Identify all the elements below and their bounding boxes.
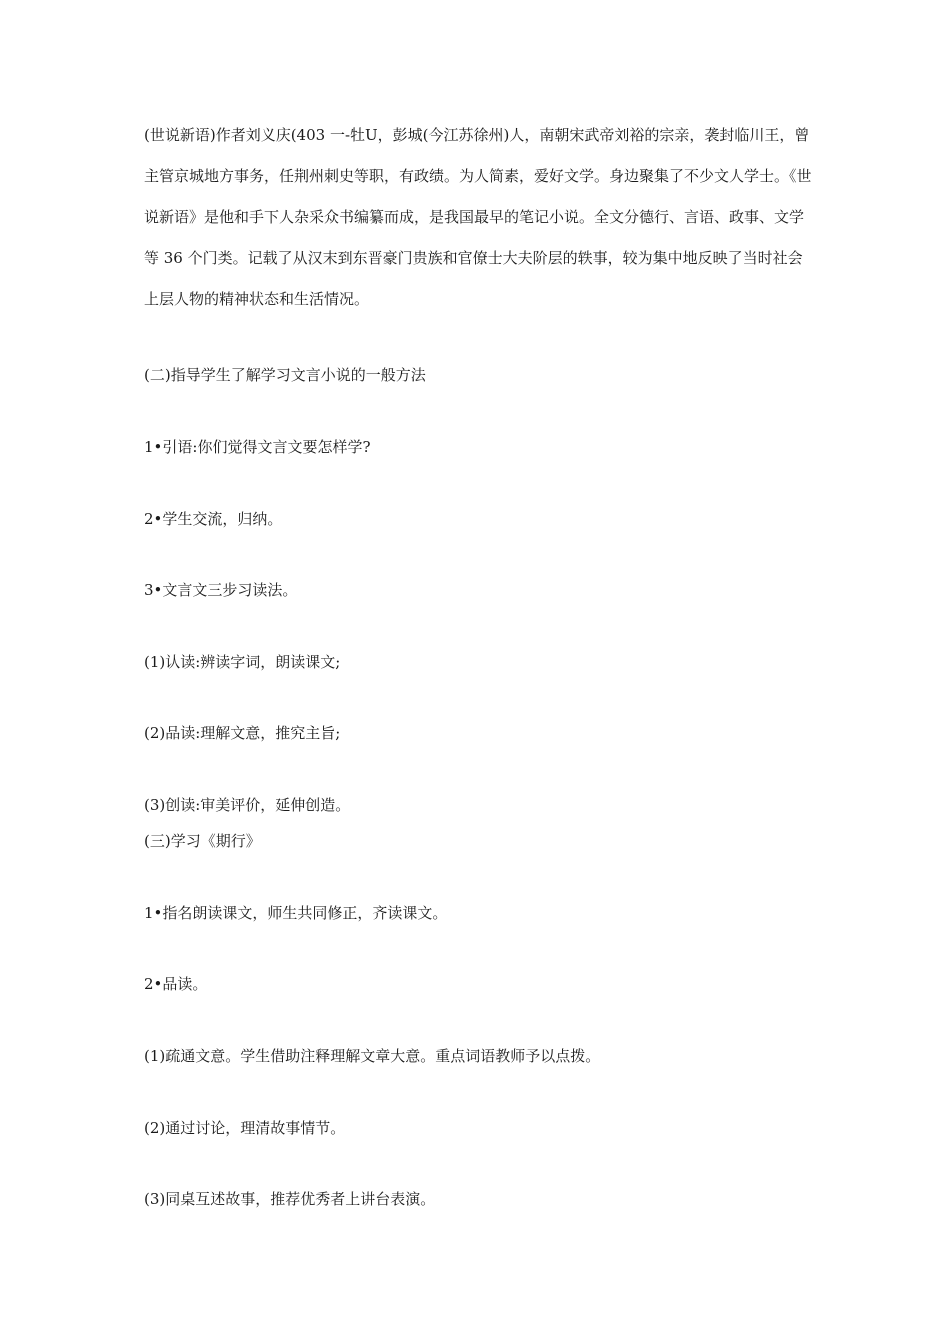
item-2-2: 2•学生交流，归纳。	[144, 510, 283, 528]
section-3-heading: (三)学习《期行》	[144, 832, 261, 850]
sub-item-2: (2)品读:理解文意，推究主旨;	[144, 724, 341, 742]
sub-item-3-2: (2)通过讨论，理清故事情节。	[144, 1119, 346, 1137]
sub-item-3-1: (1)疏通文意。学生借助注释理解文章大意。重点词语教师予以点拨。	[144, 1047, 601, 1065]
section-2-heading: (二)指导学生了解学习文言小说的一般方法	[144, 366, 426, 384]
item-3-1: 1•指名朗读课文，师生共同修正，齐读课文。	[144, 904, 448, 922]
item-2-3: 3•文言文三步习读法。	[144, 581, 298, 599]
intro-paragraph: (世说新语)作者刘义庆(403 一-牡U，彭城(今江苏徐州)人，南朝宋武帝刘裕的宗亲，袭封临川王，曾主管京城地方事务，任荆州刺史等职，有政绩。为人简素，爱好文学。身边聚集了不少文人学士。《世说新语》是他和手下人杂采众书编纂而成，是我国最早的笔记小说。全文分德行、言语、政事、文学等 36 个门类。记载了从汉末到东晋豪门贵族和官僚士大夫阶层的轶事，较为集中地反映了当时社会上层人物的精神状态和生活情况。	[144, 126, 812, 308]
item-2-1: 1•引语:你们觉得文言文要怎样学?	[144, 438, 371, 456]
sub-item-1: (1)认读:辨读字词，朗读课文;	[144, 653, 341, 671]
item-3-2: 2•品读。	[144, 975, 208, 993]
sub-item-3: (3)创读:审美评价，延伸创造。	[144, 796, 351, 814]
sub-item-3-3: (3)同桌互述故事，推荐优秀者上讲台表演。	[144, 1190, 436, 1208]
